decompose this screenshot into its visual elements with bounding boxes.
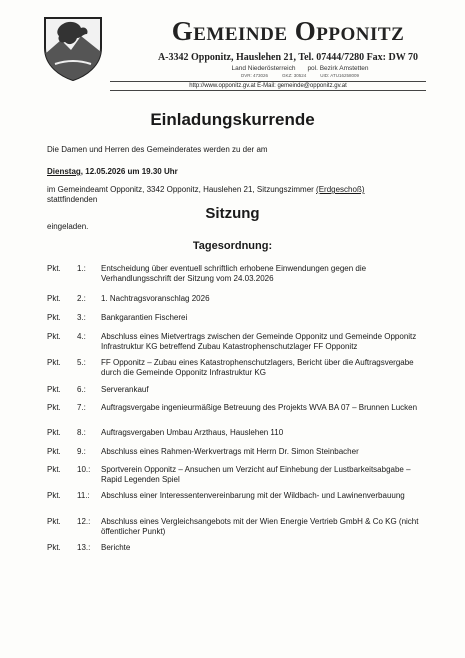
agenda-item xyxy=(47,385,427,395)
agenda-item xyxy=(47,403,427,413)
agenda-number: 13.: xyxy=(77,543,91,552)
bezirk-text: pol. Bezirk Amstetten xyxy=(307,65,369,72)
meeting-location xyxy=(47,185,422,205)
agenda-pkt: Pkt. xyxy=(47,385,61,394)
agenda-item xyxy=(47,332,427,352)
agenda-number: 6.: xyxy=(77,385,86,394)
agenda-text: Berichte xyxy=(101,543,131,552)
agenda-text: 1. Nachtragsvoranschlag 2026 xyxy=(101,294,210,303)
agenda-number: 3.: xyxy=(77,313,86,322)
agenda-number: 7.: xyxy=(77,403,86,412)
agenda-number: 2.: xyxy=(77,294,86,303)
agenda-text: Abschluss eines Vergleichsangebots mit der Wien Energie Vertrieb GmbH & Co KG (nicht öffentlicher Punkt) xyxy=(101,517,419,536)
agenda-text: Abschluss einer Interessentenvereinbarung mit der Wildbach- und Lawinenverbauung xyxy=(101,491,405,500)
agenda-item xyxy=(47,543,427,553)
agenda-text: Entscheidung über eventuell schriftlich erhobene Einwendungen gegen die Verhandlungsschrift der Sitzung vom 24.03.2026 xyxy=(101,264,367,283)
session-heading: Sitzung xyxy=(205,205,260,222)
codes-line xyxy=(180,73,420,78)
agenda-text: Abschluss eines Mietvertrags zwischen der Gemeinde Opponitz und Gemeinde Opponitz Infrastruktur KG betreffend Zubau Katastrophenschutzlager FF Opponitz xyxy=(101,332,417,351)
agenda-pkt: Pkt. xyxy=(47,517,61,526)
agenda-text: Auftragsvergaben Umbau Arzthaus, Hauslehen 110 xyxy=(101,428,284,437)
agenda-item xyxy=(47,264,427,284)
gkz-code: GKZ: 30524 xyxy=(282,73,307,78)
agenda-pkt: Pkt. xyxy=(47,358,61,367)
document-title: Einladungskurrende xyxy=(150,110,315,129)
agenda-pkt: Pkt. xyxy=(47,447,61,456)
agenda-pkt: Pkt. xyxy=(47,491,61,500)
meeting-date-time: , 12.05.2026 um 19.30 Uhr xyxy=(80,167,178,176)
agenda-item xyxy=(47,465,427,485)
agenda-item xyxy=(47,447,427,457)
agenda-pkt: Pkt. xyxy=(47,543,61,552)
agenda-number: 4.: xyxy=(77,332,86,341)
agenda-text: Auftragsvergabe ingenieurmäßige Betreuung des Projekts WVA BA 07 – Brunnen Lucken xyxy=(101,403,418,412)
agenda-item xyxy=(47,517,427,537)
meeting-date xyxy=(47,167,178,176)
location-text: im Gemeindeamt Opponitz, 3342 Opponitz, Hauslehen 21, Sitzungszimmer xyxy=(47,185,314,194)
agenda-number: 10.: xyxy=(77,465,91,474)
agenda-text: Bankgarantien Fischerei xyxy=(101,313,188,322)
agenda-pkt: Pkt. xyxy=(47,428,61,437)
agenda-number: 1.: xyxy=(77,264,86,273)
agenda-pkt: Pkt. xyxy=(47,332,61,341)
agenda-pkt: Pkt. xyxy=(47,313,61,322)
agenda-pkt: Pkt. xyxy=(47,264,61,273)
agenda-item xyxy=(47,428,427,438)
municipality-address: A-3342 Opponitz, Hauslehen 21, Tel. 07444/7280 Fax: DW 70 xyxy=(157,52,419,63)
meeting-day: Dienstag xyxy=(47,167,81,176)
invited-text: eingeladen. xyxy=(47,222,89,231)
municipality-title: Gemeinde Opponitz xyxy=(171,16,405,46)
web-email-line[interactable]: http://www.opponitz.gv.at E-Mail: gemeinde@opponitz.gv.at xyxy=(110,81,426,91)
agenda-pkt: Pkt. xyxy=(47,403,61,412)
agenda-item xyxy=(47,491,427,501)
agenda-pkt: Pkt. xyxy=(47,294,61,303)
agenda-number: 8.: xyxy=(77,428,86,437)
dvr-code: DVR: 473026 xyxy=(241,73,269,78)
agenda-pkt: Pkt. xyxy=(47,465,61,474)
agenda-text: Serverankauf xyxy=(101,385,149,394)
land-text: Land Niederösterreich xyxy=(231,65,296,72)
agenda-text: Abschluss eines Rahmen-Werkvertrags mit Herrn Dr. Simon Steinbacher xyxy=(101,447,359,456)
agenda-number: 9.: xyxy=(77,447,86,456)
agenda-number: 11.: xyxy=(77,491,90,500)
location-room: (Erdgeschoß) xyxy=(316,185,365,194)
intro-text: Die Damen und Herren des Gemeinderates werden zu der am xyxy=(47,145,268,154)
agenda-item xyxy=(47,358,427,378)
agenda-number: 12.: xyxy=(77,517,91,526)
agenda-heading: Tagesordnung: xyxy=(192,240,273,252)
coat-of-arms-icon xyxy=(41,14,105,82)
uid-code: UID: ATU16258009 xyxy=(320,73,359,78)
agenda-number: 5.: xyxy=(77,358,86,367)
agenda-text: Sportverein Opponitz – Ansuchen um Verzicht auf Einhebung der Lustbarkeitsabgabe – Rapid Legenden Spiel xyxy=(101,465,411,484)
region-line xyxy=(180,65,420,72)
location-post: stattfindenden xyxy=(47,195,98,204)
agenda-item xyxy=(47,313,427,323)
agenda-item xyxy=(47,294,427,304)
agenda-text: FF Opponitz – Zubau eines Katastrophenschutzlagers, Bericht über die Auftragsvergabe durch die Gemeinde Opponitz Infrastruktur KG xyxy=(101,358,414,377)
